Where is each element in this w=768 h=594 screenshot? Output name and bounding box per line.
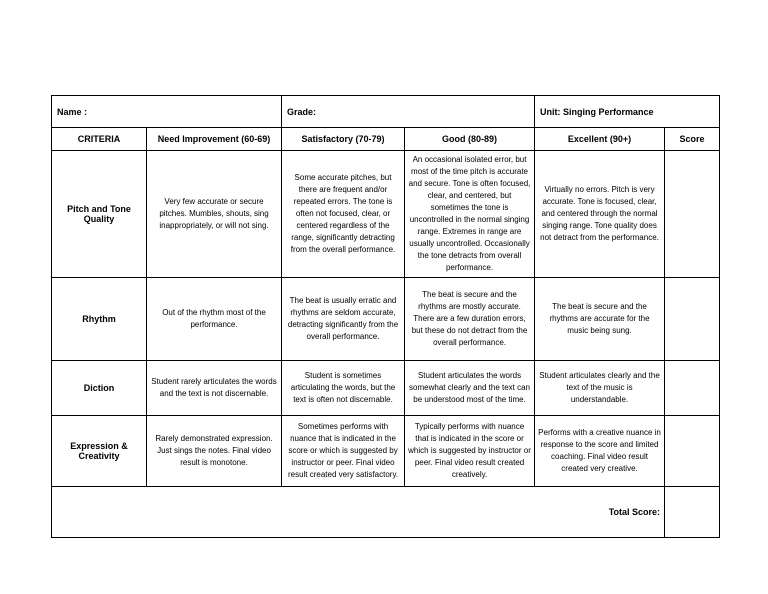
cell-excellent: The beat is secure and the rhythms are accurate for the music being sung. <box>535 278 665 361</box>
column-header-need-improvement: Need Improvement (60-69) <box>147 128 282 151</box>
total-score-label: Total Score: <box>52 487 665 538</box>
cell-score[interactable] <box>665 361 720 416</box>
grade-field: Grade: <box>282 96 535 128</box>
total-row <box>52 487 720 538</box>
cell-excellent: Student articulates clearly and the text of the music is understandable. <box>535 361 665 416</box>
table-row <box>52 361 720 416</box>
cell-need-improvement: Student rarely articulates the words and the text is not discernable. <box>147 361 282 416</box>
cell-score[interactable] <box>665 278 720 361</box>
total-score-value[interactable] <box>665 487 720 538</box>
table-row <box>52 416 720 487</box>
column-header-excellent: Excellent (90+) <box>535 128 665 151</box>
table-row <box>52 151 720 278</box>
criterion-expression-creativity: Expression & Creativity <box>52 416 147 487</box>
cell-need-improvement: Very few accurate or secure pitches. Mumbles, shouts, sing inappropriately, or will not sing. <box>147 151 282 278</box>
cell-score[interactable] <box>665 151 720 278</box>
cell-satisfactory: Sometimes performs with nuance that is indicated in the score or which is suggested by instructor or peer. Final video result created very satisfactory. <box>282 416 405 487</box>
cell-excellent: Virtually no errors. Pitch is very accurate. Tone is focused, clear, and centered through the normal singing range. Tone quality does not detract from the performance. <box>535 151 665 278</box>
cell-excellent: Performs with a creative nuance in response to the score and limited coaching. Final video result created very creative. <box>535 416 665 487</box>
unit-field: Unit: Singing Performance <box>535 96 720 128</box>
cell-score[interactable] <box>665 416 720 487</box>
criterion-pitch-tone: Pitch and Tone Quality <box>52 151 147 278</box>
cell-satisfactory: The beat is usually erratic and rhythms are seldom accurate, detracting significantly from the overall performance. <box>282 278 405 361</box>
cell-good: An occasional isolated error, but most of the time pitch is accurate and secure. Tone is often focused, clear, and centered, but sometimes the tone is uncontrolled in the normal singing range. Extremes in range are usually uncontrolled. Occasionally the tone detracts from overall performance. <box>405 151 535 278</box>
cell-need-improvement: Out of the rhythm most of the performance. <box>147 278 282 361</box>
rubric-table <box>51 95 720 538</box>
column-header-score: Score <box>665 128 720 151</box>
name-field: Name : <box>52 96 282 128</box>
cell-good: Student articulates the words somewhat clearly and the text can be understood most of the time. <box>405 361 535 416</box>
column-header-row <box>52 128 720 151</box>
criterion-diction: Diction <box>52 361 147 416</box>
cell-good: The beat is secure and the rhythms are mostly accurate. There are a few duration errors, but these do not detract from the overall performance. <box>405 278 535 361</box>
column-header-good: Good (80-89) <box>405 128 535 151</box>
column-header-satisfactory: Satisfactory (70-79) <box>282 128 405 151</box>
criterion-rhythm: Rhythm <box>52 278 147 361</box>
table-row <box>52 278 720 361</box>
cell-satisfactory: Some accurate pitches, but there are frequent and/or repeated errors. The tone is often not focused, clear, or centered regardless of the range, significantly detracting from the overall performance. <box>282 151 405 278</box>
cell-satisfactory: Student is sometimes articulating the words, but the text is often not discernable. <box>282 361 405 416</box>
column-header-criteria: CRITERIA <box>52 128 147 151</box>
cell-need-improvement: Rarely demonstrated expression. Just sings the notes. Final video result is monotone. <box>147 416 282 487</box>
cell-good: Typically performs with nuance that is indicated in the score or which is suggested by instructor or peer. Final video result created creatively. <box>405 416 535 487</box>
header-row <box>52 96 720 128</box>
